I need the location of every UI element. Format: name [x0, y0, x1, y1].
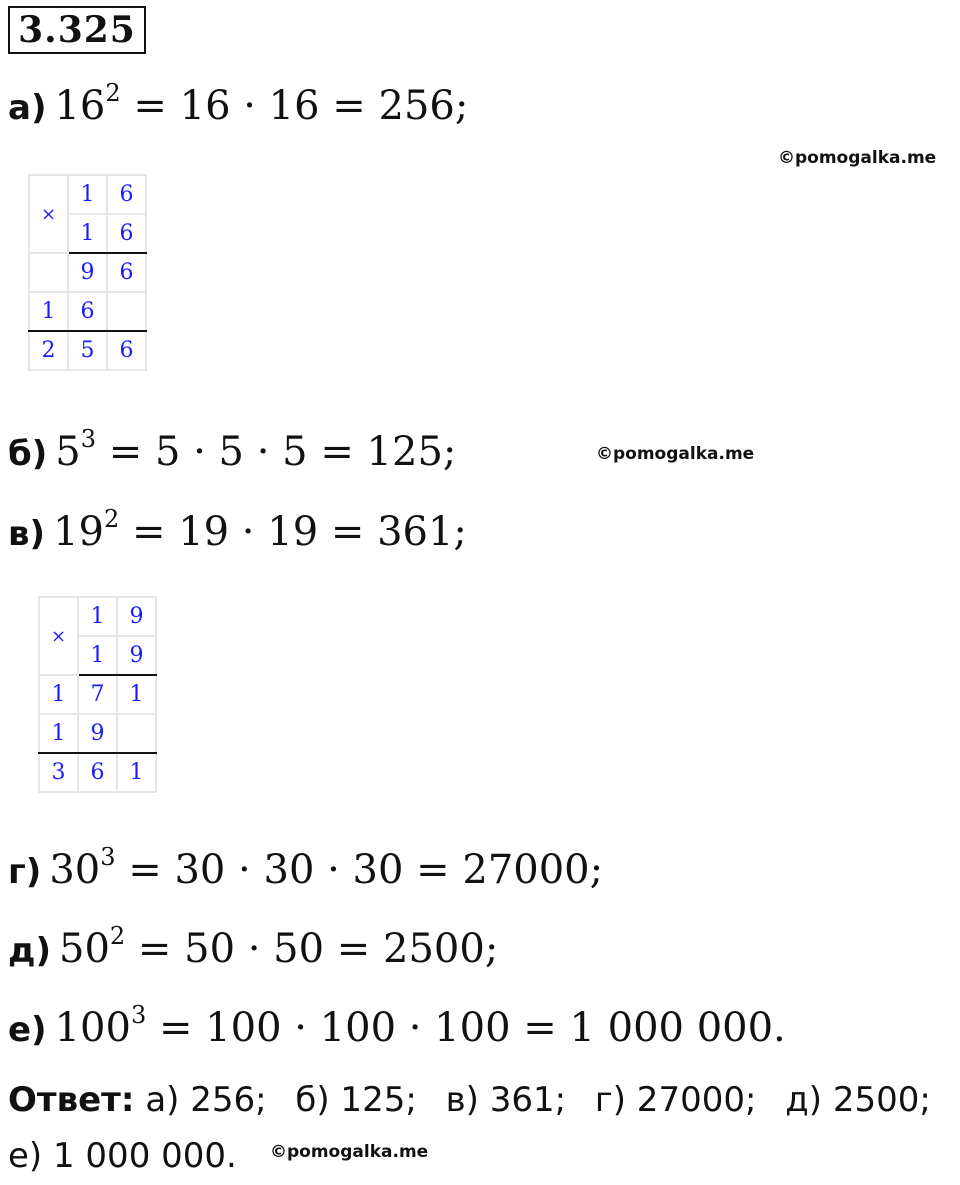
cell: 9 [117, 597, 156, 636]
rest-b: = 5 · 5 · 5 = 125; [96, 429, 457, 475]
rest-d: = 50 · 50 = 2500; [125, 926, 499, 972]
rest-e: = 100 · 100 · 100 = 1 000 000. [146, 1005, 786, 1051]
cell: 1 [68, 214, 107, 253]
cell: 1 [78, 597, 117, 636]
line-d [8, 922, 499, 975]
problem-number: 3.325 [8, 6, 146, 54]
cell: 6 [107, 253, 146, 292]
cell: 1 [29, 292, 68, 331]
line-v [8, 505, 467, 558]
watermark-3: ©pomogalka.me [270, 1142, 429, 1162]
times-sign: × [29, 175, 68, 253]
cell [117, 714, 156, 753]
cell: 9 [117, 636, 156, 675]
line-g [8, 843, 604, 896]
cell: 2 [29, 331, 68, 370]
cell: 6 [78, 753, 117, 792]
exp-a: 2 [105, 79, 121, 107]
multiplication-table-a [28, 174, 147, 371]
label-g: г) [8, 852, 42, 892]
label-b: б) [8, 434, 48, 474]
label-d: д) [8, 931, 51, 971]
watermark-1: ©pomogalka.me [778, 148, 937, 168]
cell: 1 [68, 175, 107, 214]
line-a [8, 79, 469, 132]
cell: 6 [107, 331, 146, 370]
answer-item-last: е) 1 000 000. [8, 1136, 237, 1176]
rest-g: = 30 · 30 · 30 = 27000; [115, 847, 604, 893]
answer-line-2 [8, 1134, 237, 1178]
cell: 1 [117, 675, 156, 714]
label-v: в) [8, 514, 46, 554]
cell [107, 292, 146, 331]
cell: 9 [68, 253, 107, 292]
base-b: 5 [55, 429, 81, 475]
base-g: 30 [49, 847, 101, 893]
answer-item: д) 2500; [785, 1080, 931, 1120]
base-a: 16 [54, 83, 106, 129]
label-e: е) [8, 1010, 47, 1050]
exp-v: 2 [103, 505, 120, 533]
cell: 6 [107, 175, 146, 214]
answer-line [8, 1078, 931, 1122]
cell: 6 [68, 292, 107, 331]
cell: 6 [107, 214, 146, 253]
line-b [8, 425, 457, 478]
watermark-2: ©pomogalka.me [596, 444, 755, 464]
cell: 1 [39, 714, 78, 753]
cell: 1 [78, 636, 117, 675]
base-e: 100 [54, 1005, 131, 1051]
base-v: 19 [53, 509, 104, 555]
answer-label: Ответ: [8, 1080, 135, 1120]
cell: 5 [68, 331, 107, 370]
rest-v: = 19 · 19 = 361; [119, 509, 467, 555]
answer-item: б) 125; [295, 1080, 417, 1120]
base-d: 50 [59, 926, 110, 972]
line-e [8, 1001, 786, 1054]
exp-g: 3 [100, 843, 116, 871]
cell [29, 253, 68, 292]
rest-a: = 16 · 16 = 256; [120, 83, 469, 129]
times-sign: × [39, 597, 78, 675]
multiplication-table-v [38, 596, 157, 793]
cell: 7 [78, 675, 117, 714]
exp-b: 3 [80, 425, 97, 453]
exp-d: 2 [109, 922, 126, 950]
cell: 3 [39, 753, 78, 792]
cell: 9 [78, 714, 117, 753]
cell: 1 [39, 675, 78, 714]
label-a: а) [8, 88, 47, 128]
answer-item: в) 361; [445, 1080, 567, 1120]
exp-e: 3 [130, 1001, 147, 1029]
cell: 1 [117, 753, 156, 792]
answer-item: г) 27000; [594, 1080, 757, 1120]
answer-item: а) 256; [145, 1080, 267, 1120]
